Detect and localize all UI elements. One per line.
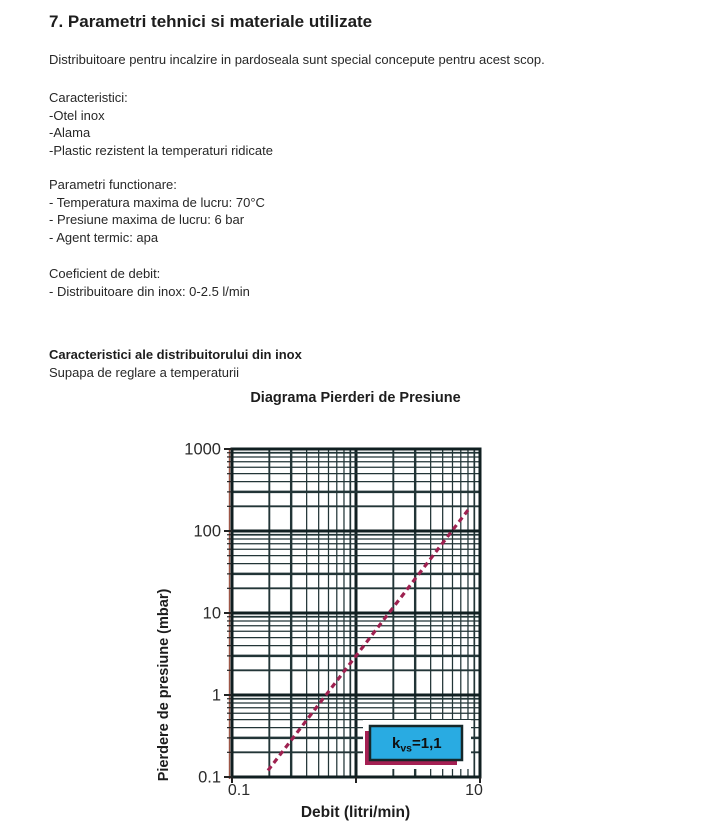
x-axis-title: Debit (litri/min) bbox=[300, 804, 411, 821]
y-tick-label: 10 bbox=[202, 604, 221, 623]
list-item: - Distribuitoare din inox: 0-2.5 l/min bbox=[49, 283, 250, 299]
y-tick-label: 1 bbox=[211, 686, 221, 705]
section-title: 7. Parametri tehnici si materiale utilizate bbox=[49, 12, 373, 31]
y-axis-title: Pierdere de presiune (mbar) bbox=[156, 588, 172, 782]
y-tick-label: 0.1 bbox=[198, 768, 221, 787]
list-item: - Presiune maxima de lucru: 6 bar bbox=[49, 212, 245, 227]
parametri-heading: Parametri functionare: bbox=[49, 177, 177, 192]
intro-paragraph: Distribuitoare pentru incalzire in pardoseala sunt special concepute pentru acest scop. bbox=[49, 52, 545, 67]
kvs-annotation-box bbox=[363, 720, 471, 769]
list-item: - Temperatura maxima de lucru: 70°C bbox=[49, 194, 265, 210]
list-item: -Otel inox bbox=[49, 107, 105, 123]
list-item: -Plastic rezistent la temperaturi ridicate bbox=[49, 142, 273, 158]
y-tick-label: 1000 bbox=[184, 440, 221, 459]
y-tick-label: 100 bbox=[193, 522, 221, 541]
list-item: - Agent termic: apa bbox=[49, 229, 159, 245]
subsection-heading: Caracteristici ale distribuitorului din inox bbox=[49, 347, 302, 362]
caracteristici-heading: Caracteristici: bbox=[49, 90, 128, 105]
subsection-subheading: Supapa de reglare a temperaturii bbox=[49, 364, 240, 380]
coeficient-heading: Coeficient de debit: bbox=[49, 266, 161, 281]
kvs-label: $k_{vs}=1,1$ bbox=[392, 735, 442, 755]
x-tick-label: 10 bbox=[465, 782, 483, 799]
x-tick-label: 0.1 bbox=[227, 782, 251, 799]
list-item: -Alama bbox=[49, 125, 91, 140]
chart-title: Diagrama Pierderi de Presiune bbox=[250, 390, 461, 406]
